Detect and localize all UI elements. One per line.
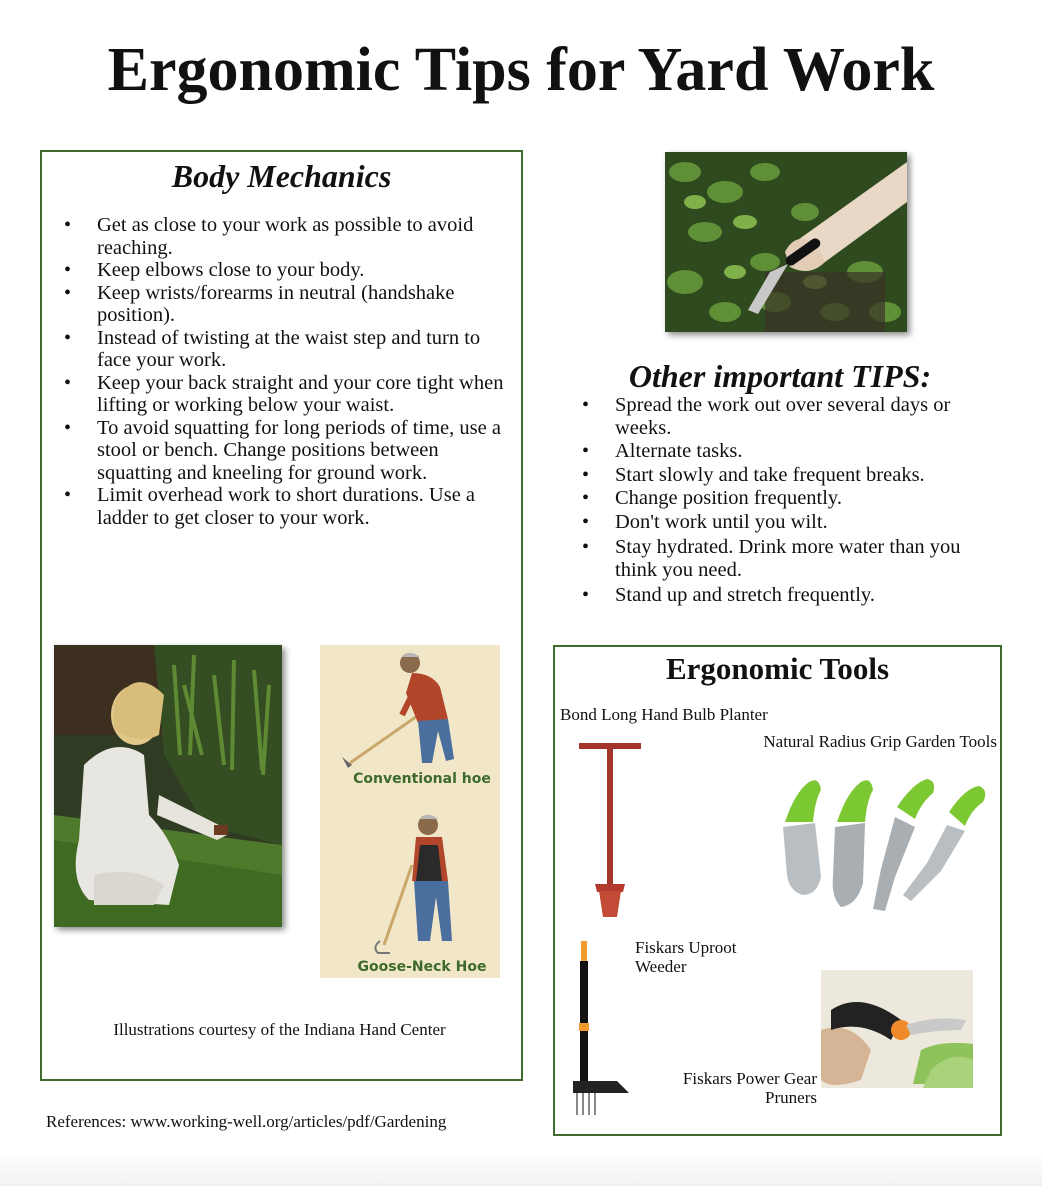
list-item: • Spread the work out over several days or weeks.	[560, 394, 1000, 439]
list-item: • Start slowly and take frequent breaks.	[560, 464, 1000, 487]
ergonomic-tools-box	[553, 645, 1002, 1136]
page-bottom-edge	[0, 1150, 1042, 1186]
list-item: • Don't work until you wilt.	[560, 511, 1000, 534]
list-item: • Limit overhead work to short durations. Use a ladder to get closer to your work.	[42, 484, 512, 529]
uproot-weeder-image	[565, 939, 635, 1119]
list-item: • Instead of twisting at the waist step and turn to face your work.	[42, 327, 512, 372]
other-tips-heading: Other important TIPS:	[628, 358, 932, 394]
kneeling-gardener-photo	[54, 645, 282, 927]
page-title: Ergonomic Tips for Yard Work	[107, 36, 935, 104]
ergonomic-tools-heading: Ergonomic Tools	[665, 651, 890, 686]
list-item: • Keep your back straight and your core tight when lifting or working below your waist.	[42, 372, 512, 417]
goose-neck-hoe-label: Goose-Neck Hoe	[357, 959, 487, 975]
list-item: • To avoid squatting for long periods of time, use a stool or bench. Change positions between squatting and kneeling for ground work.	[42, 417, 512, 485]
power-gear-pruners-label: Fiskars Power Gear Pruners	[682, 1069, 817, 1107]
references: References: www.working-well.org/articles/pdf/Gardening	[46, 1112, 447, 1131]
radius-grip-tools-image	[777, 767, 989, 927]
bulb-planter-image	[575, 739, 647, 919]
bulb-planter-label: Bond Long Hand Bulb Planter	[560, 705, 768, 724]
list-item: • Change position frequently.	[560, 487, 1000, 510]
list-item: • Keep wrists/forearms in neutral (handshake position).	[42, 282, 512, 327]
list-item: • Stand up and stretch frequently.	[560, 584, 1000, 607]
body-mechanics-list	[42, 214, 512, 529]
list-item: • Get as close to your work as possible to avoid reaching.	[42, 214, 512, 259]
body-mechanics-box	[40, 150, 523, 1081]
illustrations-credit: Illustrations courtesy of the Indiana Hand Center	[113, 1020, 446, 1039]
conventional-hoe-label: Conventional hoe	[353, 771, 491, 787]
power-gear-pruners-image	[821, 970, 973, 1088]
hoe-illustration	[320, 645, 500, 978]
uproot-weeder-label: Fiskars Uproot Weeder	[635, 938, 737, 976]
radius-grip-label: Natural Radius Grip Garden Tools	[763, 732, 997, 751]
hand-trowel-photo	[665, 152, 907, 332]
list-item: • Keep elbows close to your body.	[42, 259, 512, 282]
list-item: • Alternate tasks.	[560, 440, 1000, 463]
other-tips-list	[560, 394, 1000, 607]
body-mechanics-heading: Body Mechanics	[171, 158, 392, 194]
list-item: • Stay hydrated. Drink more water than you think you need.	[560, 536, 1000, 581]
